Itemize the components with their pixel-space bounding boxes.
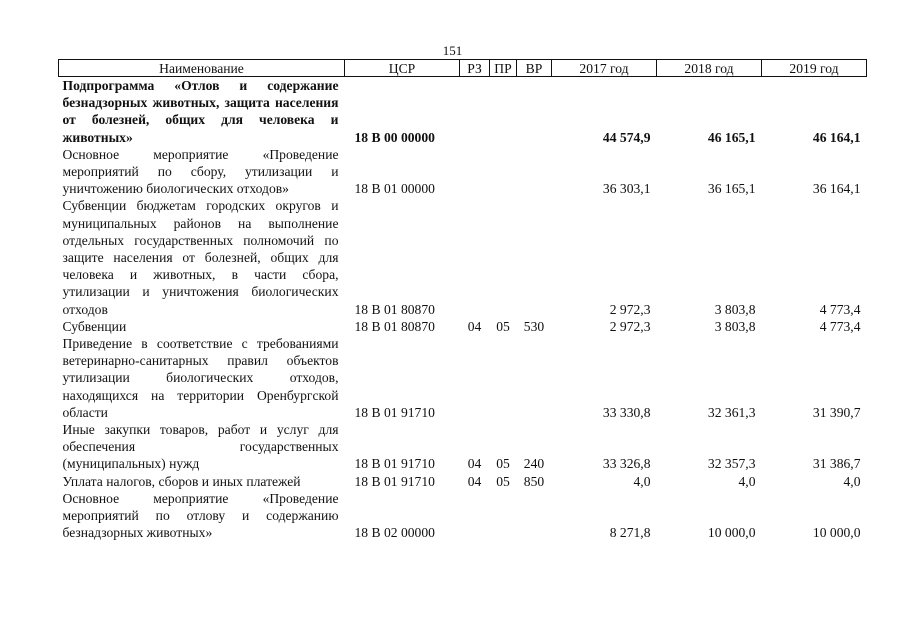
row-pr [490, 77, 517, 146]
row-csr: 18 В 01 80870 [354, 301, 435, 317]
row-value-2019: 4,0 [843, 473, 861, 489]
row-vr: 530 [523, 318, 545, 334]
row-name: Уплата налогов, сборов и иных платежей [62, 473, 301, 489]
row-csr: 18 В 01 00000 [354, 181, 435, 197]
row-value-2017: 8 271,8 [609, 525, 651, 541]
table-row [59, 335, 867, 421]
row-csr: 18 В 01 80870 [354, 318, 435, 334]
header-2017: 2017 год [552, 60, 657, 77]
row-name: Основное мероприятие «Проведение мероприятий по отлову и содержанию безнадзорных животных» [62, 490, 339, 541]
row-rz [460, 146, 490, 198]
table-row [59, 490, 867, 542]
row-vr: 850 [523, 473, 545, 489]
row-value-2019: 46 164,1 [812, 129, 861, 145]
budget-table [58, 59, 867, 541]
row-value-2017: 2 972,3 [609, 318, 651, 334]
row-pr [490, 335, 517, 421]
row-value-2019: 4 773,4 [819, 318, 861, 334]
row-csr: 18 В 01 91710 [354, 456, 435, 472]
row-vr [517, 490, 552, 542]
row-name: Субвенции [62, 318, 127, 334]
page-number: 151 [442, 43, 463, 58]
row-value-2017: 44 574,9 [602, 129, 651, 145]
header-vr: ВР [517, 60, 552, 77]
row-value-2018: 4,0 [738, 473, 756, 489]
row-value-2018: 36 165,1 [707, 181, 756, 197]
row-value-2019: 31 390,7 [812, 404, 861, 420]
row-pr [490, 146, 517, 198]
table-row [59, 318, 867, 335]
row-rz: 04 [467, 456, 482, 472]
table-row [59, 421, 867, 473]
header-pr: ПР [490, 60, 517, 77]
row-rz [460, 77, 490, 146]
header-2019: 2019 год [762, 60, 867, 77]
row-csr: 18 В 01 91710 [354, 404, 435, 420]
row-vr: 240 [523, 456, 545, 472]
row-value-2017: 2 972,3 [609, 301, 651, 317]
header-name: Наименование [59, 60, 345, 77]
row-vr [517, 335, 552, 421]
row-pr: 05 [496, 473, 510, 489]
row-rz [460, 197, 490, 317]
row-value-2017: 33 330,8 [602, 404, 651, 420]
row-value-2018: 32 361,3 [707, 404, 756, 420]
table-body [59, 77, 867, 542]
row-value-2018: 10 000,0 [707, 525, 756, 541]
row-pr: 05 [496, 318, 510, 334]
row-value-2018: 3 803,8 [714, 301, 756, 317]
row-value-2017: 33 326,8 [602, 456, 651, 472]
row-csr: 18 В 02 00000 [354, 525, 435, 541]
row-rz [460, 490, 490, 542]
row-rz [460, 335, 490, 421]
header-2018: 2018 год [657, 60, 762, 77]
row-rz: 04 [467, 473, 482, 489]
header-csr: ЦСР [345, 60, 460, 77]
row-name: Иные закупки товаров, работ и услуг для обеспечения государственных (муниципальных) нужд [62, 422, 339, 472]
row-value-2018: 46 165,1 [707, 129, 756, 145]
row-value-2019: 36 164,1 [812, 181, 861, 197]
row-vr [517, 77, 552, 146]
table-row [59, 197, 867, 317]
row-pr [490, 197, 517, 317]
row-value-2017: 36 303,1 [602, 181, 651, 197]
header-rz: РЗ [460, 60, 490, 77]
table-row [59, 77, 867, 146]
row-value-2019: 31 386,7 [812, 456, 861, 472]
row-pr: 05 [496, 456, 510, 472]
row-csr: 18 В 00 00000 [354, 129, 435, 145]
row-name: Основное мероприятие «Проведение мероприятий по сбору, утилизации и уничтожению биологических отходов» [62, 146, 339, 197]
row-value-2017: 4,0 [633, 473, 651, 489]
row-name: Подпрограмма «Отлов и содержание безнадзорных животных, защита населения от болезней, общих для человека и животных» [62, 78, 339, 145]
row-vr [517, 197, 552, 317]
table-row [59, 146, 867, 198]
row-csr: 18 В 01 91710 [354, 473, 435, 489]
row-rz: 04 [467, 318, 482, 334]
header-row [59, 60, 867, 77]
row-value-2019: 4 773,4 [819, 301, 861, 317]
table-row [59, 473, 867, 490]
row-pr [490, 490, 517, 542]
row-vr [517, 146, 552, 198]
table-header [59, 60, 867, 77]
row-value-2018: 32 357,3 [707, 456, 756, 472]
row-name: Субвенции бюджетам городских округов и муниципальных районов на выполнение отдельных государственных полномочий по защите населения от болезней, общих для человека и животных, в части сбора, утилизации и уничтожения биологических отходов [62, 198, 339, 317]
row-name: Приведение в соответствие с требованиями ветеринарно-санитарных правил объектов утилизации биологических отходов, находящихся на территории Оренбургской области [62, 336, 339, 420]
row-value-2018: 3 803,8 [714, 318, 756, 334]
row-value-2019: 10 000,0 [812, 525, 861, 541]
